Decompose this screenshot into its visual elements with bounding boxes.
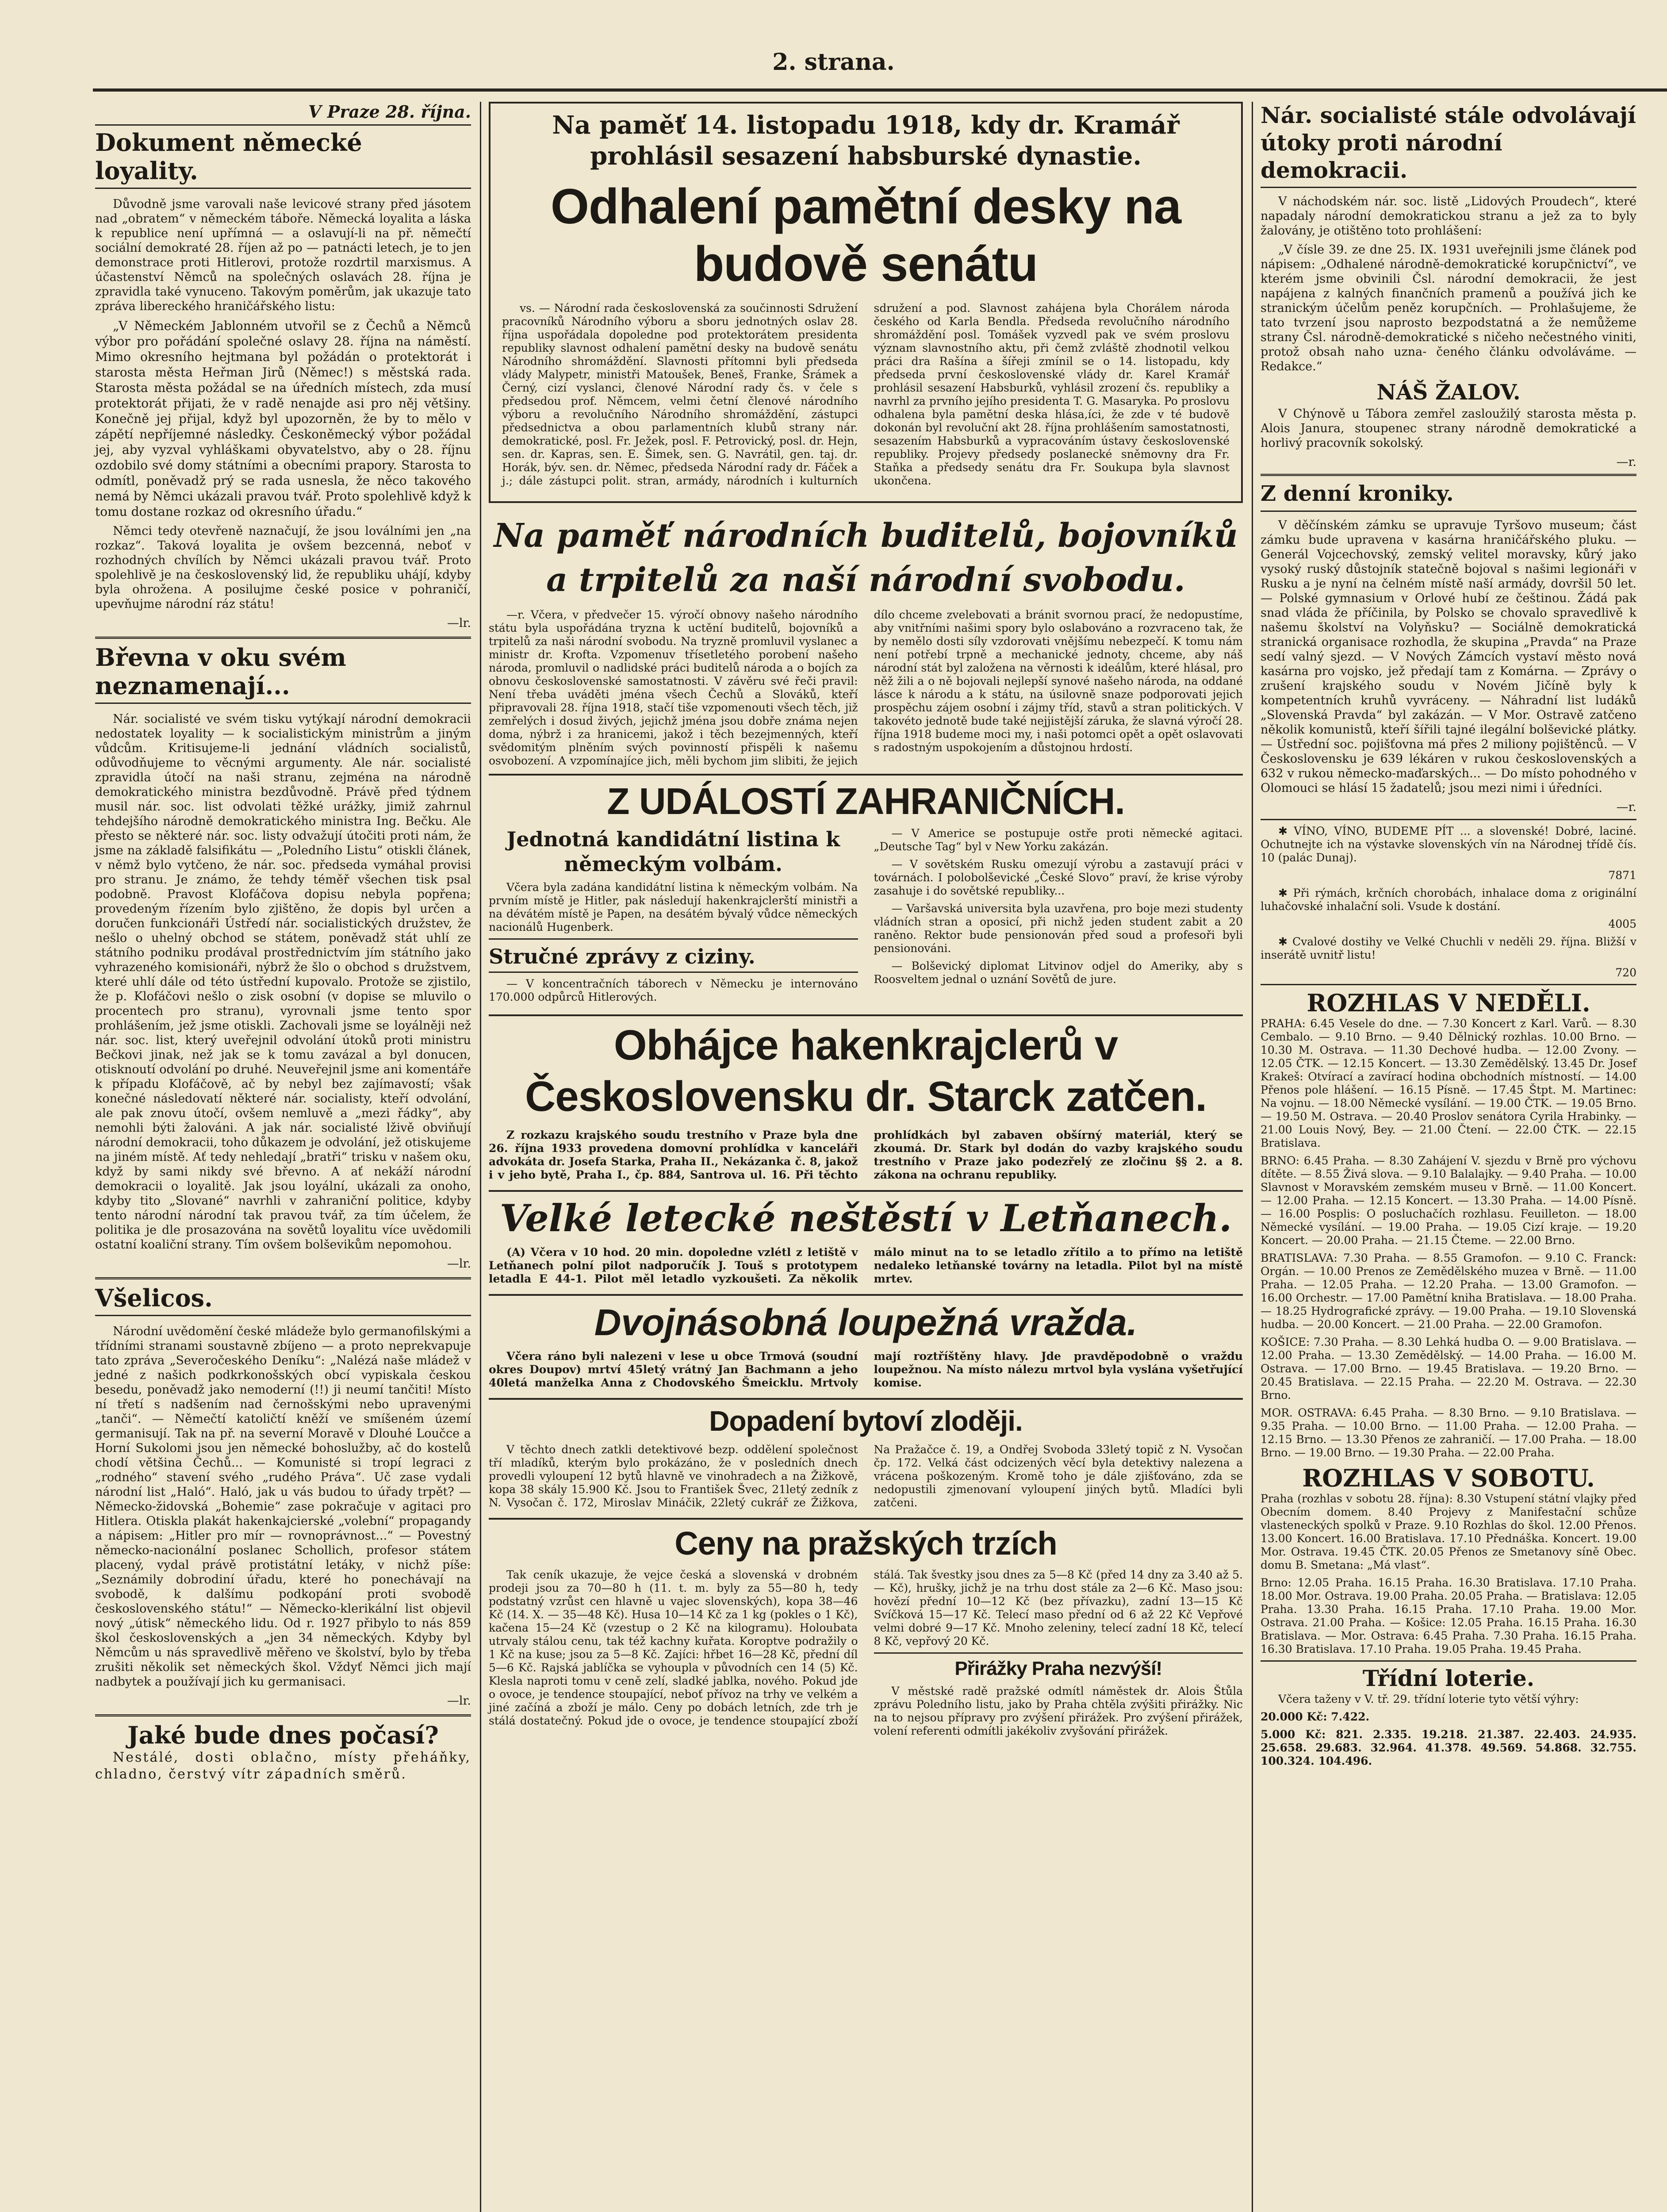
article-paragraph: — V sovětském Rusku omezují výrobu a zastavují práci v továrnách. I polobolševické „České Slovo“ praví, že krise výroby zasahuje i do sovětské republiky... bbox=[874, 858, 1243, 897]
right-column bbox=[1261, 102, 1636, 1772]
ad-number: 720 bbox=[1615, 966, 1636, 979]
lottery-intro: Včera taženy v V. tř. 29. třídní loterie tyto větší výhry: bbox=[1278, 1693, 1579, 1705]
article-title: Nár. socialisté stále odvolávají útoky proti národní demokracii. bbox=[1261, 102, 1636, 183]
article-title: Všelicos. bbox=[95, 1284, 213, 1312]
article-paragraph: (A) Včera v 10 hod. 20 min. dopoledne vzlétl z letiště v Letňanech polní pilot nadporučík J. Touš s prototypem letadla E 44-1. Pilot měl letadlo vyzkoušeti. Za několik málo minut na to se letadlo zřítilo a to přímo na letiště nedaleko letňanské továrny na letadla. Pilot byl na místě mrtev. bbox=[489, 1246, 1243, 1285]
article-title: Třídní loterie. bbox=[1362, 1665, 1535, 1691]
article-paragraph: „V čísle 39. ze dne 25. IX. 1931 uveřejnili jsme článek pod nápisem: „Odhalené národně-demokratické korupčnictví“, ve kterém jsme obvinili Čsl. národní demokracii, že jest napájena z kalných finančních pramenů a používá jich ke stranickým účelům peněz korupčních. — Prohlašujeme, že tato tvrzení jsou naprosto bezpodstatná a že nemůžeme strany Čsl. národně-demokratické s ničeho nečestného viniti, protož obsah naho uzna- čeného článku odvoláváme. — Redakce.“ bbox=[1261, 243, 1636, 373]
weather-text: Nestálé, dosti oblačno, místy přeháňky, chladno, čerstvý vítr západních směrů. bbox=[95, 1750, 471, 1782]
article-title: ROZHLAS V SOBOTU. bbox=[1302, 1464, 1595, 1492]
article-paragraph: —r. Včera, v předvečer 15. výročí obnovy našeho národního státu byla uspořádána tryzna k uctění buditelů, bojovníků a trpitelů za naši národní svobodu. Na tryzně promluvil vyslanec a ministr dr. Krofta. Vzpomenuv třísetletého porobení našeho národa, promluvil o nadlidské práci buditelů národa a o bojích za obnovu československé samostatnosti. V závěru své řeči pravil: Není třeba uváděti jména všech Čechů a Slováků, kteří připravovali 28. října 1918, stačí tiše vzpomenouti všech těch, již zemřelých i dosud živých, jejichž jména jsou dobře známa nejen doma, nýbrž i za hranicemi, jakož i těch bezejmenných, kteří svědomitým plněním svých povinností přispěli k našemu osvobození. A vzpomínajíce jich, měli bychom jim slibiti, že jejich dílo chceme zvelebovati a bránit svornou prací, že nedopustíme, aby vnitřními našimi spory bylo oslabováno a rozvraceno tak, že by nemělo dosti síly vzdorovati vnějšímu nebezpečí. K tomu nám není potřebí trpně a mechanické jednoty, chceme, aby náš národní stát byl založena na věrnosti k ideálům, které hlásal, pro něž žili a o ně bojovali nejlepší synové našeho národa, na oddané lásce k národu a k státu, na úsilovně snaze podporovati jejich prospěchu zájem osobní i zájmy tříd, stavů a stran politických. V takovéto jednotě bude také nejjistější záruka, že slavná výročí 28. října 1918 budeme moci my, i naši potomci opět a opět oslavovati s radostným uspokojením a důstojnou hrdostí. bbox=[489, 608, 1243, 767]
headline: Ceny na pražských trzích bbox=[674, 1525, 1057, 1562]
article-title: Břevna v oku svém neznamenají... bbox=[95, 643, 346, 700]
article-paragraph: — V koncentračních táborech v Německu je internováno 170.000 odpůrců Hitlerových. bbox=[489, 977, 858, 1003]
classified-ad: ✱ Při rýmách, krčních chorobách, inhalace doma z originální luhačovské inhalační soli. Vsude k dostání. bbox=[1261, 887, 1636, 913]
signature: —lr. bbox=[447, 1257, 471, 1271]
article-title: Jaké bude dnes počasí? bbox=[127, 1721, 439, 1749]
article-paragraph: Důvodně jsme varovali naše levicové strany před jásotem nad „obratem“ v německém táboře. Německá loyalita a láska k republice není upřímná — a oslavují-li na př. němečtí sociální demokraté 28. říjen až po — patnácti letech, je to jen demonstrace proti Hitlerovi, protože rozdrtil marxismus. A účastenství Němců na společných oslavách 28. října je zpravidla také vynuceno. Takovým poměrům, jak ukazuje tato zpráva libereckého hraničářského listu: bbox=[95, 197, 471, 313]
kicker-headline: Na paměť 14. listopadu 1918, kdy dr. Kramář prohlásil sesazení habsburské dynastie. bbox=[552, 111, 1180, 171]
article-quote: „V Německém Jablonném utvořil se z Čechů a Němců výbor pro pořádání společné oslavy 28. října na náměstí. Mimo okresního hejtmana byl požádán o protektorát i starosta města Heřman Jirů (Němec!) s městská rada. Starosta města požádal se na úředních místech, zda musí protektorát přijati, že v radě nenajde asi pro něj většiny. Konečně jej přijal, když byl upozorněn, že by to mělo v zápětí nepříjemné následky. Českoněmecký výbor požádal jej, aby vyzval vyhláškami obyvatelstvo, aby o 28. říjnu ozdobilo své domy státními a obecními prapory. Starosta to odmítl, poněvadž prý se rada usnesla, že něco takového nemá by Němci ukázali pravou tvář. Proto spolehlivě když k tomu dostane rozkaz od okresního úřadu.“ bbox=[95, 319, 471, 519]
article-title: NÁŠ ŽALOV. bbox=[1376, 380, 1521, 405]
article-paragraph: — Varšavská universita byla uzavřena, pro boje mezi studenty vládních stran a oposicí, při nichž jeden student zabit a 20 raněno. Rektor bude pensionován před soud a profesoři byli pensionováni. bbox=[874, 902, 1243, 955]
masthead-rule bbox=[93, 88, 1667, 92]
section-headline: Z UDÁLOSTÍ ZAHRANIČNÍCH. bbox=[607, 780, 1125, 822]
classified-ad: ✱ Cvalové dostihy ve Velké Chuchli v neděli 29. října. Bližší v inserátě uvnitř listu! bbox=[1261, 935, 1636, 961]
article-title: Přirážky Praha nezvýší! bbox=[954, 1658, 1162, 1679]
article-paragraph: Nár. socialisté ve svém tisku vytýkají národní demokracii nedostatek loyality — k socialistickým ministrům a jiným vůdcům. Kritisujeme-li jednání vládních socialistů, odůvodňujeme to věcnými argumenty. Ale nár. socialisté zpravidla útočí na naši stranu, zejména na národně demokratického ministra bezdůvodně. Právě před týdnem musil nár. soc. list odvolati těžké urážky, jimiž zahrnul tehdejšího národně demokratického ministra Ing. Bečku. Ale přesto se některé nár. soc. listy odvažují útočiti proti nám, že jsme na základě falsifikátu — „Poledního Listu“ otiskli článek, v němž bylo vytčeno, že nár. soc. předseda vymáhal provisi pro stranu. Je známo, že tehdy téměř všechen tisk psal podobně. Pravost Klofáčova dopisu nebyla popřena; provedeným řízením bylo zjištěno, že dopis byl určen a doručen funkcionáři Ústředí nár. socialistických družstev, že nešlo o uhelný obchod se státem, poněvadž stát uhlí ze státního podniku prodával prostřednictvím jím státního jako vyhrazeného komisionáři, nýbrž že šlo o obchod s družstvem, které uhlí dále od této ústřední kupovalo. Protože se zjistilo, že p. Klofáčovi nešlo o zisk osobní (v dopise se mluvilo o procentech pro stranu), vyrovnali jsme tento spor prohlášením, jež jsme otiskli. Zachovali jsme se loyálněji než nár. soc. list, který uveřejnil odvolání útoků proti ministru Bečkovi jinak, než jak se k tomu zavázal a byl donucen, otisknoutí odvolání po druhé. Neuveřejnil jsme ani komentáře k případu Klofáčově, ač by nebyl bez zajímavostí; však konečné následovatí některé nár. socialisty, kteří odvolání, ale pak znovu útočí, ovšem nemluvě a „mezi řádky“, aby nemohli býti žalováni. A jak nár. socialisté lživě obviňují národní demokracii, toho důkazem je odvolání, jež otiskujeme na jiném místě. Ať tedy nehledají „bratři“ trisku v našem oku, když by sami nikdy své břevno. A ať nekáží národní demokracii o loyalitě. Jak jsou loyální, ukázali za onoho, kdyby tito „Slované“ navrhli v zahraniční politice, kdyby tento národní národní tak pravou tvář, za tím účelem, že politika je dle prosazována na sovětů loyalitu více uvědomili ostatní koaliční strany. Tím ovšem bolševikům nepomohou. bbox=[95, 712, 471, 1252]
article-paragraph: — Bolševický diplomat Litvinov odjel do Ameriky, aby s Roosveltem jednal o uznání Sovětů de jure. bbox=[874, 960, 1243, 986]
article-title: Stručné zprávy z ciziny. bbox=[489, 945, 755, 968]
lottery-results: 20.000 Kč: 7.422. bbox=[1261, 1710, 1370, 1723]
column-divider bbox=[1252, 102, 1253, 2212]
article-title: Z denní kroniky. bbox=[1261, 481, 1454, 506]
radio-schedule: KOŠICE: 7.30 Praha. — 8.30 Lehká hudba O. — 9.00 Bratislava. — 12.00 Praha. — 13.30 Zemědělský. — 14.00 Praha. — 16.00 M. Ostrava. — 17.00 Brno. — 19.45 Bratislava. — 19.20 Brno. — 20.45 Bratislava. — 22.15 Praha. — 22.20 M. Ostrava. — 22.30 Brno. bbox=[1261, 1336, 1636, 1402]
radio-schedule: Praha (rozhlas v sobotu 28. října): 8.30 Vstupení státní vlajky před Obecním domem. 8.40 Projevy z Manifestační schůze vlasteneckých spolků v Praze. 9.10 Rozhlas do škol. 12.00 Přenos. 13.00 Koncert. 16.00 Bratislava. 17.10 Přednáška. Koncert. 19.00 Mor. Ostrava. 19.45 ČTK. 20.05 Přenos ze Smetanovy síně Obec. domu B. Smetana: „Má vlast“. bbox=[1261, 1492, 1636, 1571]
dateline: V Praze 28. října. bbox=[308, 102, 471, 122]
headline: Na paměť národních buditelů, bojovníků a trpitelů za naší národní svobodu. bbox=[494, 517, 1238, 599]
left-column bbox=[95, 102, 471, 1787]
signature: —lr. bbox=[447, 1694, 471, 1708]
article-paragraph: V náchodském nár. soc. listě „Lidových Proudech“, které napadaly národní demokratickou stranu a jež za to byly žalovány, je otištěno toto prohlášení: bbox=[1261, 195, 1636, 238]
radio-schedule: BRATISLAVA: 7.30 Praha. — 8.55 Gramofon. — 9.10 C. Franck: Orgán. — 10.00 Prenos ze Zemědělského muzea v Brně. — 11.00 Praha. — 12.05 Praha. — 12.20 Praha. — 13.00 Gramofon. — 16.00 Orchestr. — 17.00 Pamětní kniha Bratislava. — 18.00 Praha. — 18.25 Hydrografické zprávy. — 19.00 Praha. — 19.10 Slovenská hudba. — 20.00 Koncert. — 21.00 Praha. — 22.00 Gramofon. bbox=[1261, 1252, 1636, 1331]
radio-schedule: Brno: 12.05 Praha. 16.15 Praha. 16.30 Bratislava. 17.10 Praha. 18.00 Mor. Ostrava. 19.00 Praha. 20.05 Praha. — Bratislava: 12.05 Praha. 13.30 Praha. 16.15 Praha. 17.10 Praha. 19.00 Mor. Ostrava. 21.00 Praha. — Košice: 12.05 Praha. 16.15 Praha. 16.30 Bratislava. — Mor. Ostrava: 6.45 Praha. 7.30 Praha. 16.15 Praha. 16.30 Bratislava. 17.10 Praha. 19.05 Praha. 19.45 Praha. bbox=[1261, 1576, 1636, 1655]
article-paragraph: Z rozkazu krajského soudu trestního v Praze byla dne 26. října 1933 provedena domovní prohlídka v kanceláři advokáta dr. Josefa Starka, Praha II., Nekázanka č. 8, jakož i v jeho bytě, Praha I., čp. 884, Santrova ul. 16. Při těchto prohlídkách byl zabaven obšírný materiál, který se zkoumá. Dr. Stark byl dodán do vazby krajského soudu trestního v Praze jako podezřelý ze zločinu §§ 2. a 8. zákona na ochranu republiky. bbox=[489, 1129, 1243, 1181]
signature: —r. bbox=[1616, 800, 1636, 814]
headline: Obhájce hakenkrajclerů v Československu dr. Starck zatčen. bbox=[525, 1022, 1207, 1120]
classified-ad: ✱ VÍNO, VÍNO, BUDEME PÍT ... a slovenské! Dobré, laciné. Ochutnejte ich na výstavke slovenských vín na Národnej třídě čís. 10 (palác Dunaj). bbox=[1261, 825, 1636, 864]
page-number: 2. strana. bbox=[772, 49, 895, 76]
column-divider bbox=[480, 102, 481, 2212]
main-headline: Odhalení pamětní desky na budově senátu bbox=[550, 179, 1181, 292]
ad-number: 7871 bbox=[1608, 869, 1636, 882]
article-paragraph: V Chýnově u Tábora zemřel zasloužilý starosta města p. Alois Janura, stoupenec strany národně demokratické a horlivý pracovník sokolský. bbox=[1261, 407, 1636, 450]
article-title: Dokument německé loyality. bbox=[95, 128, 362, 185]
signature: —lr. bbox=[447, 616, 471, 630]
article-title: ROZHLAS V NEDĚLI. bbox=[1307, 989, 1590, 1017]
article-paragraph: — V Americe se postupuje ostře proti německé agitaci. „Deutsche Tag“ byl v New Yorku zakázán. bbox=[874, 827, 1243, 853]
article-paragraph: Včera byla zadána kandidátní listina k německým volbám. Na prvním místě je Hitler, pak následují hakenkrajclerští ministři a na dévátém místě je Papen, na desátém bývalý vůdce německých nacionálů Hugenberk. bbox=[489, 881, 858, 933]
radio-schedule: PRAHA: 6.45 Vesele do dne. — 7.30 Koncert z Karl. Varů. — 8.30 Cembalo. — 9.10 Brno. — 9.40 Dělnický rozhlas. 10.00 Brno. — 10.30 M. Ostrava. — 11.30 Dechové hudba. — 12.00 Zvony. — 12.05 ČTK. — 12.15 Koncert. — 13.30 Zemědělský. 13.45 Dr. Josef Krakeš: Otvírací a zavírací hodina obchodních místností. — 14.00 Přenos pole hlášení. — 16.15 Písně. — 17.45 Štpt. M. Martinec: Na vojnu. — 18.00 Německé vysílání. — 19.00 ČTK. — 19.05 Brno. — 19.50 M. Ostrava. — 20.40 Proslov senátora Cyrila Hrabinky. — 21.00 Louis Nový, Bey. — 21.00 Čtení. — 22.00 ČTK. — 22.15 Bratislava. bbox=[1261, 1017, 1636, 1149]
headline: Velké letecké neštěstí v Letňanech. bbox=[499, 1196, 1232, 1240]
headline: Dvojnásobná loupežná vražda. bbox=[594, 1302, 1138, 1343]
center-column bbox=[489, 102, 1243, 1738]
article-paragraph: V děčínském zámku se upravuje Tyršovo museum; část zámku bude upravena v kasárna hraničářského pluku. — Generál Vojcechovský, zemský velitel moravsky, kůrý jako vysoký ruský důstojník statečně bojoval s našimi legionáři v Rusku a je nyní na čelném místě naší armády, dovršil 50 let. — Polské gymnasium v Orlové hubí ze češtinou. Žádá pak snad vláda že příčinila, by Polsko se chovalo spravedlivě k našemu školství na Volyňsku? — Sociálně demokratická stranická organisace rozhodla, že skupina „Pravda“ na Praze sedí valný sjezd. — V Nových Zámcích vystaví město nová kasárna pro vojsko, jež předají tam z Komárna. — Zprávy o zrušení krajského soudu v Novém Jičíně byly k kompetentních kruhů vyvráceny. — Náhradní list ludáků „Slovenská Pravda“ byl zakázán. — V Mor. Ostravě zatčeno několik komunistů, kteří šířili tajné ilegální bolševické plátky. — Ústřední soc. pojišťovna má přes 2 miliony pojištěnců. — V Československu je 639 lékáren v rukou československých a 632 v rukou německo-maďarských... — Do místo pohodného v Olomouci se hlásí 15 žadatelů; jsou mezi nimi i úředníci. bbox=[1261, 518, 1636, 795]
article-paragraph: Národní uvědomění české mládeže bylo germanofilskými a třídními stranami soustavně zbíjeno — a proto neprekvapuje tato zpráva „Severočeského Deníku“: „Nalézá naše mládež v jedné z našich podkrkonošských obcí vypiskala českou besedu, poněvadž jako nemoderní (!!) ji neumí tančiti! Místo ní třetí s nadšením nad černošskými nebo upravenými „tanči“. — Němečtí katoličtí kněží ve smíšeném území germanisují. Tak na př. na severní Moravě v Dlouhé Loučce a Horní Sukolomi jsou jen německé bohoslužby, ač do kostelů chodí většina Čechů... — Komunisté si tropí legraci z „rodného“ stavení svého „rudého Práva“. Uč zase vydali národní list „Haló“. Haló, jak u vás budou to úřady trpět? — Německo-židovská „Bohemie“ zase pokračuje v agitaci pro Hitlera. Otiskla plakát hakenkajcierské „volební“ propagandy a nápisem: „Hitler pro mír — rovnoprávnost...“ — Povestný německo-nacionální poslanec Schollich, profesor státem placený, vydal právě protistátní letáky, v nichž píše: „Seznámily dobrodiní úřadu, které ho ponechávají na svobodě, k dalšímu podkopání proti svobodě československého státu!“ — Německo-klerikální list objevil nový „útisk“ německého lidu. Od r. 1927 přibylo to nás 859 škol československých a „jen 34 německých. Kdyby byl Němcům u nás spravedlivě měřeno ve školství, bylo by třeba zrušiti několik set německých škol. Vždyť Němci jich mají nadbytek a používají jich ku germanisaci. bbox=[95, 1325, 471, 1689]
article-paragraph: V těchto dnech zatkli detektivové bezp. oddělení společnost tří mladíků, kterým bylo prokázáno, že v posledních dnech provedli vyloupení 12 bytů hlavně ve vinohradech a na Žižkově, kopa 38 skály 15.900 Kč. Jsou to František Švec, 21letý zedník z N. Vysočan č. 172, Miroslav Mináčik, 22letý cukrář ze Žižkova, Na Pražačce č. 19, a Ondřej Svoboda 33letý topič z N. Vysočan čp. 172. Velká část odcizených věcí byla detektivy nalezena a vrácena poškozeným. Kromě toho je dále zjišťováno, zda se nedopustili zjmenovaní vyloupení jiných bytů. Mladíci byli zatčeni. bbox=[489, 1443, 1243, 1509]
article-title: Jednotná kandidátní listina k německým volbám. bbox=[506, 827, 840, 876]
article-paragraph: vs. — Národní rada československá za součinnosti Sdružení pracovníků Národního výboru a sboru jednotných oslav 28. října uspořádala dopoledne pod protektorátem presidenta republiky slavnost odhalení pamětní desky na budově senátu Národního shromáždění. Slavnosti přítomni byli předseda vlády Malypetr, ministři Matoušek, Beneš, Franke, Šrámek a Černý, cizí vyslanci, členové Národní rady čs. v čele s předsedou prof. Němcem, velmi četní členové národního výboru a revolučního Národního shromáždění, zástupci předsednictva a obou parlamentních klubů strany nár. demokratické, posl. Fr. Ježek, posl. F. Petrovický, posl. dr. Hejn, sen. dr. Kapras, sen. E. Šimek, sen. G. Navrátil, gen. taj. dr. Horák, býv. sen. dr. Němec, předseda Národní rady dr. Fáček a j.; dále zástupci polit. stran, armády, národních i kulturních sdružení a pod. Slavnost zahájena byla Chorálem národa českého od Karla Bendla. Předseda revolučního národního shromáždění posl. Tomášek vyzvedl pak ve svém proslovu význam slavnostního aktu, při čemž zvláště zhodnotil velkou práci dra Rašína a šířeji zmínil se o 14. listopadu, kdy předseda první československé vlády dr. Karel Kramář prohlásil sesazení Habsburků, vyhlásil zrození čs. republiky a navrhl za prvního jejího presidenta T. G. Masaryka. Po proslovu odhalena byla pamětní deska hlása,íci, že zde v té budově dokonán byl revoluční akt 28. října prohlášením samostatnosti, sesazením Habsburků a vypracováním ústavy československé republiky. Projevy předsedy poslanecké sněmovny dra Fr. Staňka a předsedy senátu dra Fr. Soukupa byla slavnost ukončena. bbox=[502, 302, 1230, 487]
lottery-results: 5.000 Kč: 821. 2.335. 19.218. 21.387. 22.403. 24.935. 25.658. 29.683. 32.964. 41.378. 49.569. 54.868. 32.755. 100.324. 104.496. bbox=[1261, 1728, 1636, 1767]
article-paragraph: Tak ceník ukazuje, že vejce česká a slovenská v drobném prodeji jsou za 70—80 h (11. t. m. byly za 55—80 h, tedy podstatný vzrůst cen hlavně u vajec slovenských), kopa 38—46 Kč (14. X. — 35—48 Kč). Husa 10—14 Kč za 1 kg (pokles o 1 Kč), kačena 15—24 Kč (vzestup o 2 Kč na kilogramu). Holoubata utrvaly stálou cenu, tak též kachny kuřata. Koroptve podražily o 1 Kč na kuse; jsou za 5—8 Kč. Zajíci: hřbet 16—28 Kč, přední díl 5—6 Kč. Rajská jablíčka se vyhoupla v původních cen 14 (5) Kč. Klesla naproti tomu v ceně zelí, sladké jablka, nového. Pokud jde o ovoce, je tendence stoupající, neboť přívoz na trhy ve velkém a jiné začíná a zboží je málo. Ceny po dobách letních, zde trh je stálá dostatečný. Pokud jde o ovoce, je tendence stoupající zboží stálá. Tak švestky jsou dnes za 5—8 Kč (před 14 dny za 3.40 až 5.— Kč), hrušky, jichž je na trhu dost stále za 2—6 Kč. Maso jsou: hovězí přední 10—12 Kč (bez přívazku), zadní 13—15 Kč Svíčková 15—17 Kč. Telecí maso přední od 6 až 22 Kč Vepřové velmi dobré 9—17 Kč. Mnoho zeleniny, telecí zadní 18 Kč, telecí 8 Kč, vepřový 20 Kč. bbox=[489, 1568, 1243, 1727]
signature: —r. bbox=[1616, 455, 1636, 469]
article-paragraph: Včera ráno byli nalezeni v lese u obce Trmová (soudní okres Doupov) mrtví 45letý vrátný Jan Bachmann a jeho 40letá manželka Anna z Chodovského Šmeicklu. Mrtvoly mají roztříštěny hlavy. Jde pravděpodobně o vraždu loupežnou. Na místo nálezu mrtvol byla vyslána vyšetřující komise. bbox=[489, 1350, 1243, 1389]
ad-number: 4005 bbox=[1608, 918, 1636, 930]
article-paragraph: V městské radě pražské odmítl náměstek dr. Alois Štůla zprávu Poledního listu, jako by Praha chtěla zvýšiti přirážky. Nic na to nejsou přípravy pro zvýšení přirážek. Pro zvýšení přirážek, volení referenti odmítli jakékoliv zvyšování přirážek. bbox=[874, 1685, 1243, 1737]
radio-schedule: MOR. OSTRAVA: 6.45 Praha. — 8.30 Brno. — 9.10 Bratislava. — 9.35 Praha. — 10.00 Brno. — 11.00 Praha. — 12.00 Praha. — 12.15 Brno. — 13.30 Přenos ze zahraničí. — 17.00 Praha. — 18.00 Brno. — 19.00 Brno. — 19.30 Praha. — 22.00 Praha. bbox=[1261, 1406, 1636, 1459]
article-paragraph: Němci tedy otevřeně naznačují, že jsou loválními jen „na rozkaz“. Taková loyalita je ovšem bezcenná, neboť v rozhodných chvílích by Němci ukázali pravou tvář. Proto spolehlivě je na československý lid, že republiku uhájí, kdyby byla ohrožena. A posilujme české posice v pohraničí, upevňujme národní ráz státu! bbox=[95, 524, 471, 611]
headline: Dopadení bytoví zloději. bbox=[709, 1405, 1023, 1437]
radio-schedule: BRNO: 6.45 Praha. — 8.30 Zahájení V. sjezdu v Brně pro výchovu dítěte. — 8.55 Živá slova. — 9.10 Balalajky. — 9.40 Praha. — 10.00 Slavnost v Moravském zemském museu v Brně. — 11.00 Koncert. — 12.00 Praha. — 12.15 Koncert. — 13.30 Praha. — 14.00 Písně. — 16.00 Posplis: O posluchačích rozhlasu. Feuilleton. — 18.00 Německé vysílání. — 19.00 Praha. — 19.05 Cizí kraje. — 19.20 Koncert. — 20.00 Praha. — 21.15 Čteme. — 22.00 Brno. bbox=[1261, 1154, 1636, 1247]
